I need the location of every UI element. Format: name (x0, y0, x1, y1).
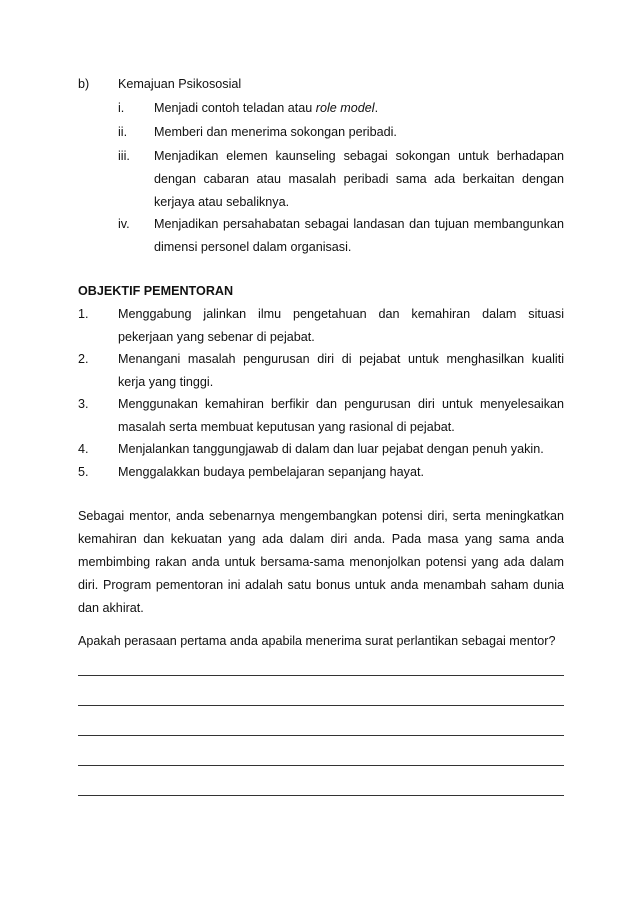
list-item-number: 4. (78, 442, 89, 456)
paragraph-line: membimbing rakan anda untuk bersama-sama menonjolkan potensi yang ada dalam (78, 555, 564, 569)
list-item-text-line: Menjadikan elemen kaunseling sebagai sokongan untuk berhadapan (154, 149, 564, 163)
list-item-number: 3. (78, 397, 89, 411)
answer-line[interactable] (78, 795, 564, 796)
list-item-text-line: Menggabung jalinkan ilmu pengetahuan dan kemahiran dalam situasi (118, 307, 564, 321)
list-item-text-line: Menjalankan tanggungjawab di dalam dan luar pejabat dengan penuh yakin. (118, 442, 544, 456)
list-item-number: i. (118, 101, 125, 115)
answer-line[interactable] (78, 705, 564, 706)
list-item-text-part: . (374, 101, 379, 115)
question-text: Apakah perasaan pertama anda apabila menerima surat perlantikan sebagai mentor? (78, 634, 556, 648)
list-item-number: iv. (118, 217, 130, 231)
list-item-number: 5. (78, 465, 89, 479)
list-item-text-line: dimensi personel dalam organisasi. (154, 240, 352, 254)
list-item-number: 2. (78, 352, 89, 366)
list-item-text: Memberi dan menerima sokongan peribadi. (154, 125, 397, 139)
list-item-number: ii. (118, 125, 128, 139)
answer-line[interactable] (78, 735, 564, 736)
paragraph-line: diri. Program pementoran ini adalah satu bonus untuk anda menambah saham dunia (78, 578, 564, 592)
paragraph-line: Sebagai mentor, anda sebenarnya mengembangkan potensi diri, serta meningkatkan (78, 509, 564, 523)
list-item-number: 1. (78, 307, 89, 321)
answer-line[interactable] (78, 675, 564, 676)
list-item-text-line: kerjaya atau sebaliknya. (154, 195, 290, 209)
list-item-text-part: Menjadi contoh teladan atau (154, 101, 316, 115)
list-item-number: iii. (118, 149, 130, 163)
list-item-text-line: Menjadikan persahabatan sebagai landasan dan tujuan membangunkan (154, 217, 564, 231)
list-item-text (154, 100, 378, 116)
list-item-emphasis: role model (315, 101, 375, 115)
answer-line[interactable] (78, 765, 564, 766)
list-item-text-line: pekerjaan yang sebenar di pejabat. (118, 330, 315, 344)
list-item-text-line: Menggunakan kemahiran berfikir dan pengurusan diri untuk menyelesaikan (118, 397, 564, 411)
section-marker: b) (78, 77, 90, 91)
list-item-text-line: Menggalakkan budaya pembelajaran sepanjang hayat. (118, 465, 424, 479)
list-item-text-line: masalah serta membuat keputusan yang rasional di pejabat. (118, 420, 455, 434)
paragraph-line: kemahiran dan kekuatan yang ada dalam diri anda. Pada masa yang sama anda (78, 532, 564, 546)
section-title: Kemajuan Psikososial (118, 77, 242, 91)
paragraph-line: dan akhirat. (78, 601, 144, 615)
list-item-text-line: kerja yang tinggi. (118, 375, 214, 389)
list-item-text-line: dengan cabaran atau masalah peribadi sama ada berkaitan dengan (154, 172, 564, 186)
section-heading: OBJEKTIF PEMENTORAN (78, 284, 234, 298)
list-item-text-line: Menangani masalah pengurusan diri di pejabat untuk menghasilkan kualiti (118, 352, 564, 366)
